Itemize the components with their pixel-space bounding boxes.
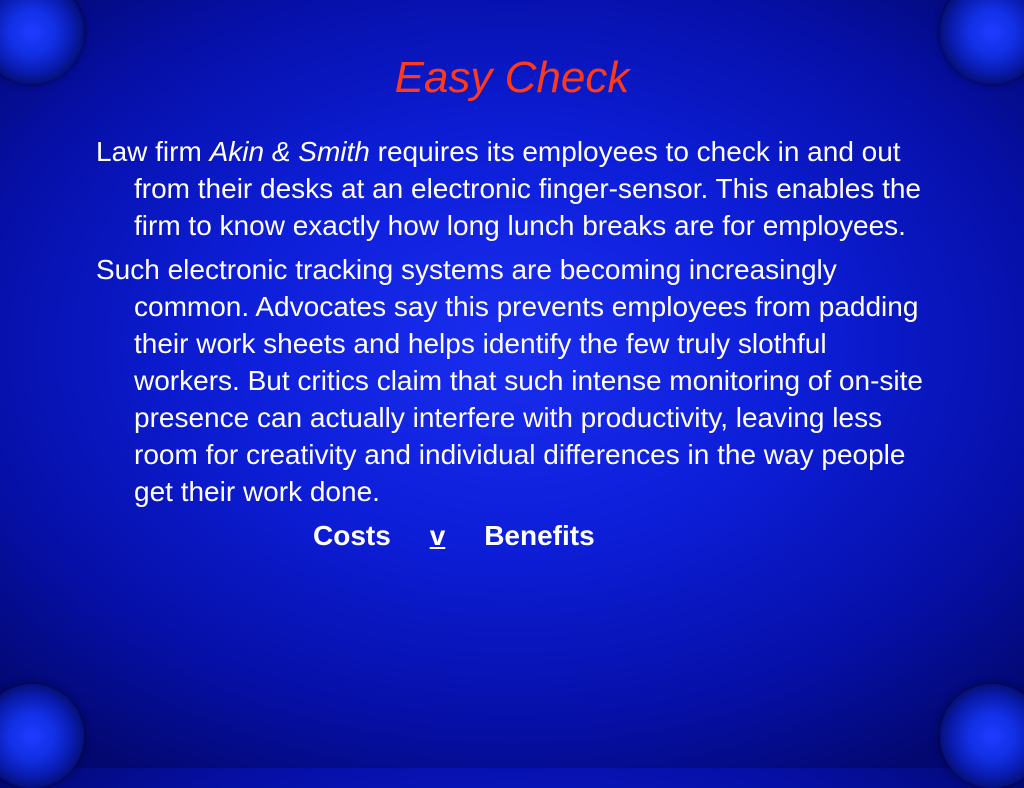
paragraph-tracking-systems: Such electronic tracking systems are becoming increasingly common. Advocates say this prevents employees from padding their work sheets and helps identify the few truly slothful workers. But critics claim that such intense monitoring of on-site presence can actually interfere with productivity, leaving less room for creativity and individual differences in the way people get their work done. xyxy=(96,254,923,507)
benefits-label: Benefits xyxy=(484,520,595,551)
versus-label: v xyxy=(429,520,446,551)
corner-orb-bottom-left xyxy=(0,684,84,788)
paragraph1-lead: Law firm xyxy=(96,136,210,167)
slide-body xyxy=(96,133,926,554)
paragraph1-rest: requires its employees to check in and out from their desks at an electronic finger-sensor. This enables the firm to know exactly how long lunch breaks are for employees. xyxy=(134,136,921,241)
corner-orb-bottom-right xyxy=(940,684,1024,788)
paragraph-law-firm xyxy=(96,133,926,244)
costs-label: Costs xyxy=(313,520,391,551)
costs-vs-benefits xyxy=(96,517,926,554)
firm-name: Akin & Smith xyxy=(209,136,370,167)
slide-title: Easy Check xyxy=(394,53,630,102)
